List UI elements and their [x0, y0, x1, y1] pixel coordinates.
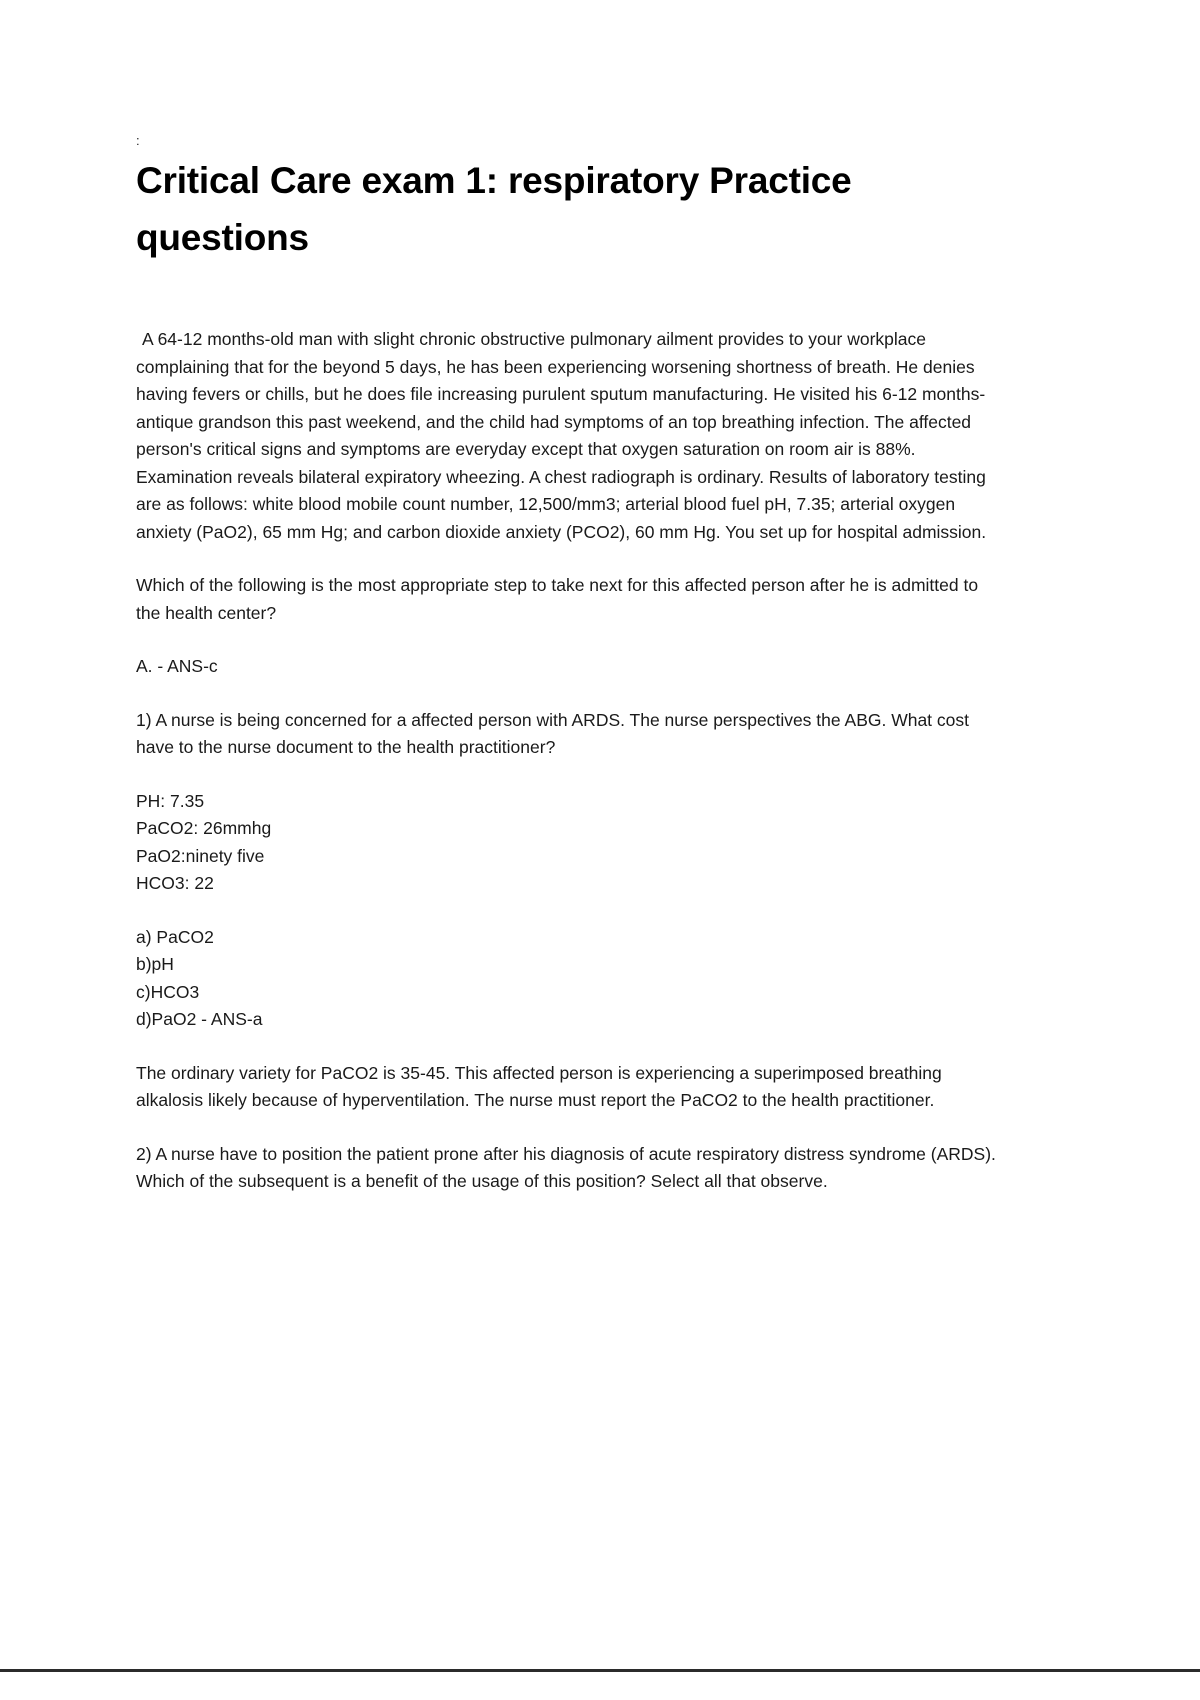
question-1-abg-values — [136, 788, 1008, 898]
abg-value-paco2: PaCO2: 26mmhg — [136, 818, 272, 838]
option-b: b)pH — [136, 954, 174, 974]
page-title: Critical Care exam 1: respiratory Practice questions — [136, 160, 852, 258]
question-2-stem: 2) A nurse have to position the patient prone after his diagnosis of acute respiratory distress syndrome (ARDS). Which of the subsequent is a benefit of the usage of this position? Select all that observe. — [136, 1143, 996, 1191]
option-a: a) PaCO2 — [136, 926, 214, 947]
pretitle-mark: : — [136, 133, 140, 148]
abg-value-pao2: PaO2:ninety five — [136, 845, 265, 866]
abg-value-hco3: HCO3: 22 — [136, 873, 214, 893]
page-bottom-rule — [0, 1669, 1200, 1672]
question-1-rationale: The ordinary variety for PaCO2 is 35-45. This affected person is experiencing a superimposed breathing alkalosis likely because of hyperventilation. The nurse must report the PaCO2 to the health practitioner. — [136, 1062, 942, 1110]
option-c: c)HCO3 — [136, 981, 200, 1002]
question-1-options — [136, 924, 1008, 1034]
document-content — [136, 134, 1008, 1222]
abg-value-ph: PH: 7.35 — [136, 790, 205, 811]
lead-question-paragraph: Which of the following is the most appropriate step to take next for this affected person after he is admitted to the health center? — [136, 575, 979, 623]
document-body — [136, 326, 1008, 1196]
question-1-stem: 1) A nurse is being concerned for a affected person with ARDS. The nurse perspectives the ABG. What cost have to the nurse document to the health practitioner? — [136, 709, 970, 757]
option-d-with-answer: d)PaO2 - ANS-a — [136, 1009, 263, 1029]
clinical-vignette-paragraph: A 64-12 months-old man with slight chronic obstructive pulmonary ailment provides to your workplace complaining that for the beyond 5 days, he has been experiencing worsening shortness of breath. He denies having fevers or chills, but he does file increasing purulent sputum manufacturing. He visited his 6-12 months-antique grandson this past weekend, and the child had symptoms of an top breathing infection. The affected person's critical signs and symptoms are everyday except that oxygen saturation on room air is 88%. Examination reveals bilateral expiratory wheezing. A chest radiograph is ordinary. Results of laboratory testing are as follows: white blood mobile count number, 12,500/mm3; arterial blood fuel pH, 7.35; arterial oxygen anxiety (PaO2), 65 mm Hg; and carbon dioxide anxiety (PCO2), 60 mm Hg. You set up for hospital admission. — [136, 329, 987, 542]
lead-answer-line: A. - ANS-c — [136, 656, 218, 676]
